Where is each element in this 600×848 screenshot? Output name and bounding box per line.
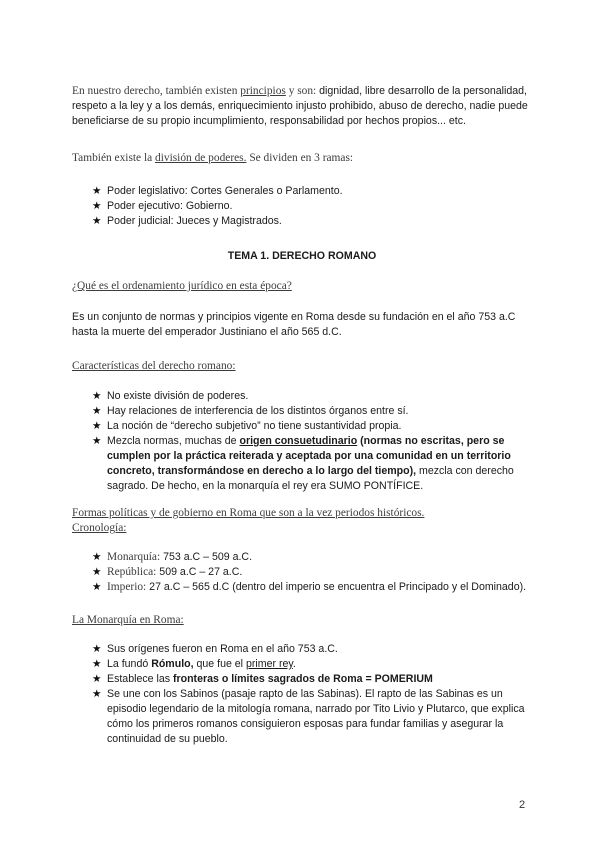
romulo-term: Rómulo, bbox=[151, 658, 194, 670]
list-item: ★ Imperio: 27 a.C – 565 d.C (dentro del imperio se encuentra el Principado y el Dominado). bbox=[92, 581, 527, 593]
division-term: división de poderes. bbox=[155, 152, 247, 164]
star-bullet-icon: ★ bbox=[92, 215, 102, 227]
origen-consuetudinario-term: origen consuetudinario bbox=[239, 435, 358, 447]
page-number: 2 bbox=[519, 799, 526, 811]
cronologia-heading: Cronología: bbox=[72, 522, 127, 534]
list-item: ★ No existe división de poderes. bbox=[92, 390, 249, 402]
star-bullet-icon: ★ bbox=[92, 566, 102, 578]
section-title: TEMA 1. DERECHO ROMANO bbox=[227, 250, 377, 262]
list-item: ★ Poder ejecutivo: Gobierno. bbox=[92, 200, 233, 212]
primer-rey-term: primer rey bbox=[245, 658, 293, 670]
ramas-list bbox=[72, 184, 532, 229]
principios-term: principios bbox=[240, 85, 286, 97]
list-item: ★ Mezcla normas, muchas de origen consuetudinario (normas no escritas, pero se cumplen por la práctica reiterada y aceptada por una comunidad en un territorio concreto, transformándose en derecho a lo largo del tiempo), mezcla con derecho sagrado. De hecho, en la monarquía el rey era SUMO PONTÍFICE. bbox=[92, 435, 514, 492]
monarquia-heading: La Monarquía en Roma: bbox=[72, 614, 184, 626]
cronologia-list bbox=[72, 550, 532, 595]
list-item: ★ Hay relaciones de interferencia de los distintos órganos entre sí. bbox=[92, 405, 409, 417]
star-bullet-icon: ★ bbox=[92, 643, 102, 655]
list-item: ★ Establece las fronteras o límites sagrados de Roma = POMERIUM bbox=[92, 673, 433, 685]
star-bullet-icon: ★ bbox=[92, 405, 102, 417]
list-item: ★ Sus orígenes fueron en Roma en el año 753 a.C. bbox=[92, 643, 338, 655]
star-bullet-icon: ★ bbox=[92, 581, 102, 593]
list-item: ★ República: 509 a.C – 27 a.C. bbox=[92, 566, 243, 578]
pomerium-term: fronteras o límites sagrados de Roma = POMERIUM bbox=[172, 673, 433, 685]
star-bullet-icon: ★ bbox=[92, 673, 102, 685]
star-bullet-icon: ★ bbox=[92, 688, 102, 700]
list-item: ★ Poder legislativo: Cortes Generales o Parlamento. bbox=[92, 185, 343, 197]
question-heading: ¿Qué es el ordenamiento jurídico en esta época? bbox=[72, 280, 292, 292]
question-answer: Es un conjunto de normas y principios vigente en Roma desde su fundación en el año 753 a.C hasta la muerte del emperador Justiniano el año 565 d.C. bbox=[72, 311, 516, 338]
list-item: ★ La fundó Rómulo, que fue el primer rey. bbox=[92, 658, 296, 670]
caracteristicas-list bbox=[72, 389, 532, 494]
star-bullet-icon: ★ bbox=[92, 200, 102, 212]
star-bullet-icon: ★ bbox=[92, 390, 102, 402]
monarquia-list bbox=[72, 642, 532, 747]
list-item: ★ Poder judicial: Jueces y Magistrados. bbox=[92, 215, 282, 227]
list-item: ★ Se une con los Sabinos (pasaje rapto de las Sabinas). El rapto de las Sabinas es un episodio legendario de la mitología romana, narrado por Tito Livio y Plutarco, que explica cómo los primeros romanos consiguieron esposas para fundar familias y asegurar la continuidad de su pueblo. bbox=[92, 688, 525, 745]
list-item: ★ Monarquía: 753 a.C – 509 a.C. bbox=[92, 551, 253, 563]
star-bullet-icon: ★ bbox=[92, 551, 102, 563]
star-bullet-icon: ★ bbox=[92, 658, 102, 670]
star-bullet-icon: ★ bbox=[92, 420, 102, 432]
star-bullet-icon: ★ bbox=[92, 185, 102, 197]
principios-paragraph: En nuestro derecho, también existen principios y son: dignidad, libre desarrollo de la personalidad, respeto a la ley y a los demás, enriquecimiento injusto prohibido, abuso de derecho, nadie puede beneficiarse de su propio incumplimiento, responsabilidad por hechos propios... etc. bbox=[72, 85, 528, 127]
caracteristicas-heading: Características del derecho romano: bbox=[72, 360, 236, 372]
list-item: ★ La noción de “derecho subjetivo” no tiene sustantividad propia. bbox=[92, 420, 402, 432]
division-paragraph: También existe la división de poderes. Se dividen en 3 ramas: bbox=[72, 152, 354, 164]
document-page bbox=[72, 84, 532, 747]
formas-heading: Formas políticas y de gobierno en Roma que son a la vez periodos históricos. bbox=[72, 507, 425, 519]
star-bullet-icon: ★ bbox=[92, 435, 102, 447]
